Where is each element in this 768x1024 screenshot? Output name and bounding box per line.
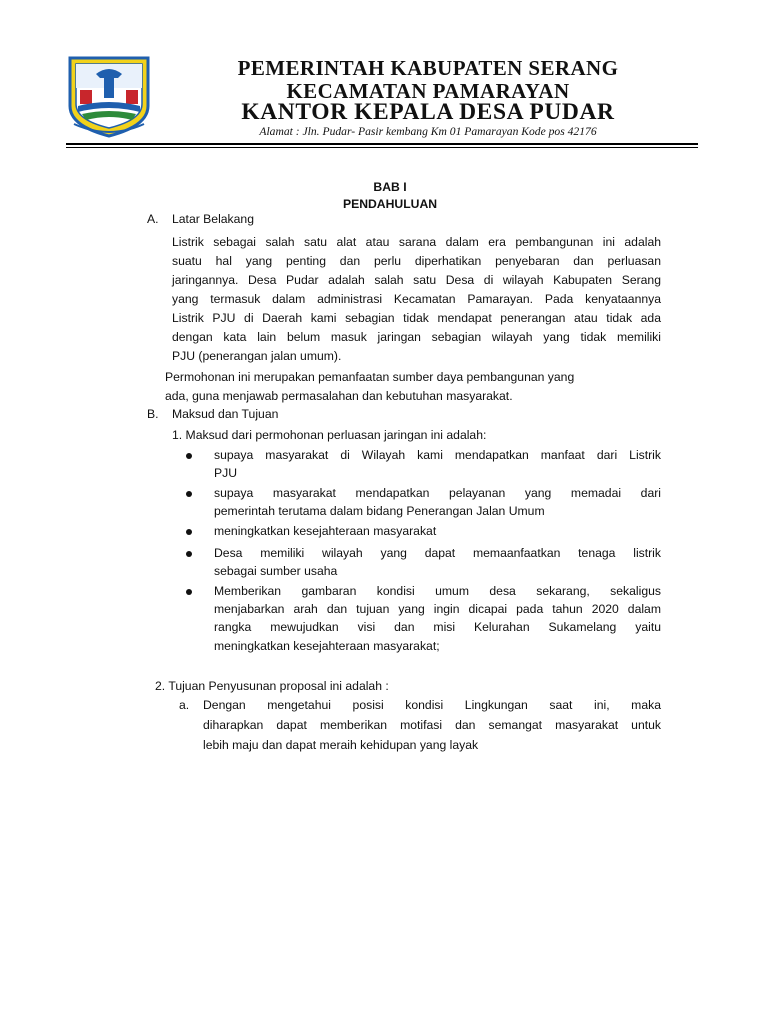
chapter-label: BAB I <box>373 180 407 194</box>
letterhead-rule-thin <box>66 147 698 148</box>
section-b-label: B. <box>147 407 159 421</box>
paragraph-line: suatu hal yang penting dan perlu diperhatikan penyebaran dan perluasan <box>172 254 661 268</box>
bullet-line: PJU <box>214 466 238 480</box>
section-a-label: A. <box>147 212 159 226</box>
bullet-dot <box>186 491 192 497</box>
paragraph-line: dengan kata lain belum masuk jaringan sebagian wilayah yang tidak memiliki <box>172 330 661 344</box>
letterhead-rule-thick <box>66 143 698 145</box>
letterhead-government: PEMERINTAH KABUPATEN SERANG <box>237 56 619 80</box>
bullet-line: menjabarkan arah dan tujuan yang ingin dicapai pada tahun 2020 dalam <box>214 602 661 616</box>
bullet-line: sebagai sumber usaha <box>214 564 338 578</box>
bullet-line: pemerintah terutama dalam bidang Penerangan Jalan Umum <box>214 504 545 518</box>
bullet-dot <box>186 529 192 535</box>
bullet-line: supaya masyarakat di Wilayah kami mendapatkan manfaat dari Listrik <box>214 448 661 462</box>
letterhead-district: KECAMATAN PAMARAYAN <box>286 79 570 103</box>
regency-seal-logo <box>66 54 152 138</box>
bullet-line: Memberikan gambaran kondisi umum desa sekarang, sekaligus <box>214 584 661 598</box>
bullet-line: rangka mewujudkan visi dan misi Kelurahan Sukamelang yaitu <box>214 620 661 634</box>
sub-point-line: lebih maju dan dapat meraih kehidupan yang layak <box>203 738 479 752</box>
section-a-title: Latar Belakang <box>172 212 254 226</box>
paragraph-line: jaringannya. Desa Pudar adalah salah satu Desa di wilayah Kabupaten Serang <box>172 273 661 287</box>
section-b-title: Maksud dan Tujuan <box>172 407 279 421</box>
sub-point-line: Dengan mengetahui posisi kondisi Lingkungan saat ini, maka <box>203 698 661 712</box>
letterhead-office: KANTOR KEPALA DESA PUDAR <box>241 99 615 125</box>
point-1-heading: 1. Maksud dari permohonan perluasan jaringan ini adalah: <box>172 428 487 442</box>
chapter-title: PENDAHULUAN <box>342 197 438 211</box>
paragraph-line: Listrik sebagai salah satu alat atau sarana dalam era pembangunan ini adalah <box>172 235 661 249</box>
bullet-dot <box>186 453 192 459</box>
bullet-dot <box>186 551 192 557</box>
paragraph-line: yang termasuk dalam administrasi Kecamatan Pamarayan. Pada kenyataannya <box>172 292 661 306</box>
paragraph-line: PJU (penerangan jalan umum). <box>172 349 342 363</box>
letterhead-address: Alamat : Jln. Pudar- Pasir kembang Km 01 Pamarayan Kode pos 42176 <box>259 125 597 138</box>
bullet-line: meningkatkan kesejahteraan masyarakat; <box>214 639 440 653</box>
bullet-line: supaya masyarakat mendapatkan pelayanan yang memadai dari <box>214 486 661 500</box>
bullet-line: Desa memiliki wilayah yang dapat memaanfaatkan tenaga listrik <box>214 546 661 560</box>
sub-point-line: diharapkan dapat memberikan motifasi dan semangat masyarakat untuk <box>203 718 661 732</box>
sub-point-a-label: a. <box>179 698 190 712</box>
paragraph-line: ada, guna menjawab permasalahan dan kebutuhan masyarakat. <box>165 389 513 403</box>
bullet-dot <box>186 589 192 595</box>
paragraph-line: Listrik PJU di Daerah kami sebagian tidak mendapat penerangan atau tidak ada <box>172 311 661 325</box>
bullet-line: meningkatkan kesejahteraan masyarakat <box>214 524 437 538</box>
point-2-heading: 2. Tujuan Penyusunan proposal ini adalah : <box>155 679 389 693</box>
paragraph-line: Permohonan ini merupakan pemanfaatan sumber daya pembangunan yang <box>165 370 575 384</box>
